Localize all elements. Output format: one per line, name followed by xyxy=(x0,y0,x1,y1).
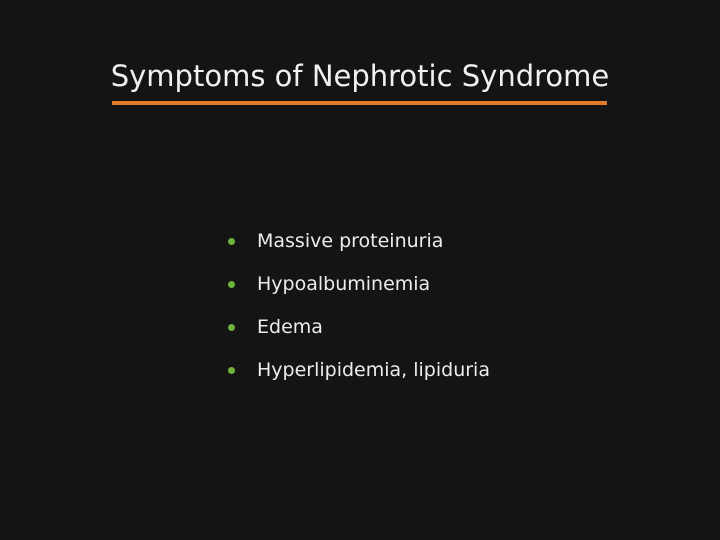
bullet-text: Hypoalbuminemia xyxy=(257,273,431,295)
bullet-text: Hyperlipidemia, lipiduria xyxy=(257,359,490,381)
bullet-dot-icon xyxy=(228,367,235,374)
bullet-dot-icon xyxy=(228,324,235,331)
bullet-item xyxy=(226,226,490,256)
bullet-text: Edema xyxy=(257,316,323,338)
title-underline xyxy=(112,101,607,105)
bullet-dot-icon xyxy=(228,238,235,245)
slide-title: Symptoms of Nephrotic Syndrome xyxy=(110,59,610,93)
bullet-item xyxy=(226,269,490,299)
bullet-text: Massive proteinuria xyxy=(257,230,444,252)
bullet-item xyxy=(226,355,490,385)
bullet-list xyxy=(226,226,490,398)
bullet-item xyxy=(226,312,490,342)
bullet-dot-icon xyxy=(228,281,235,288)
